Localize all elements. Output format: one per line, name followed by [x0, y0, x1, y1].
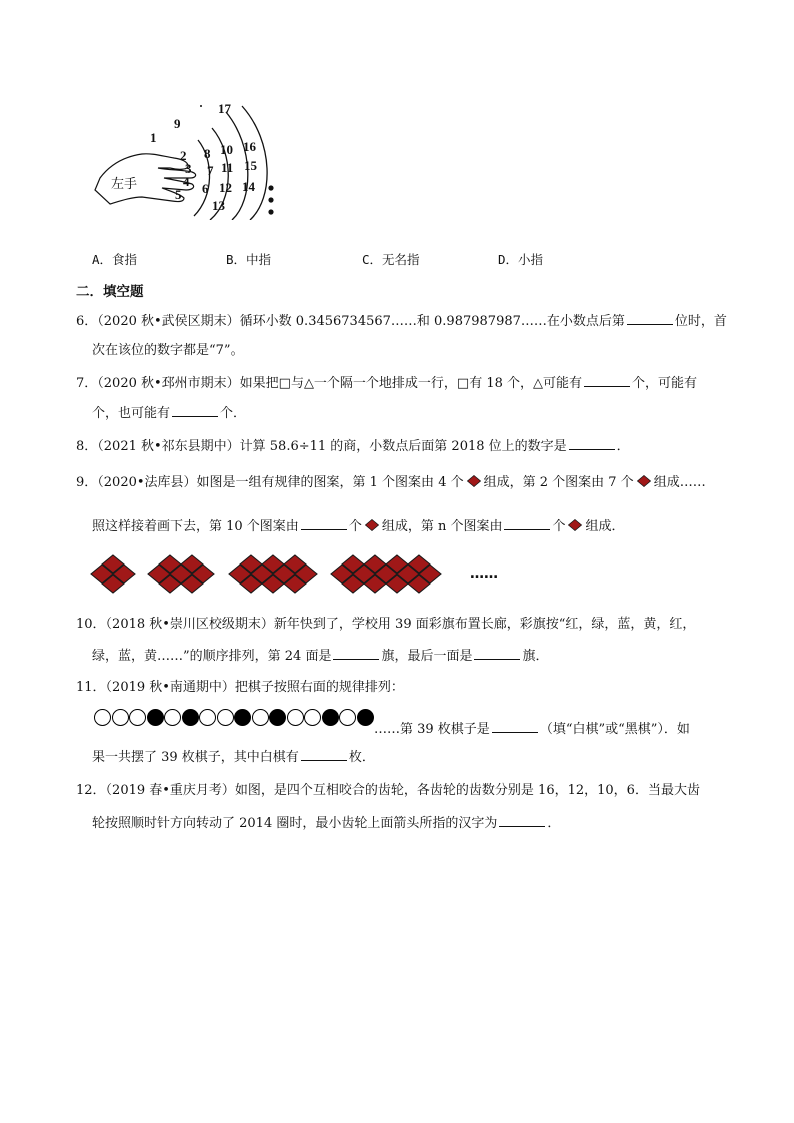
question-8	[76, 437, 630, 456]
q6-text-1: 6．（2020 秋•武侯区期末）循环小数 0.3456734567……和 0.987987987……在小数点后第	[76, 314, 625, 329]
white-stone	[217, 709, 234, 726]
q9-text-8: 组成．	[585, 519, 625, 534]
finger-number: 1	[150, 130, 157, 145]
q9-text-4: 照这样接着画下去，第 10 个图案由	[92, 519, 299, 534]
q6-answer-blank[interactable]	[627, 312, 673, 325]
pattern-2	[148, 555, 214, 593]
q10-text-2: 绿，蓝，黄……”的顺序排列，第 24 面是	[92, 649, 332, 664]
question-10-line-2	[92, 647, 548, 666]
q9-text-2: 组成，第 2 个图案由 7 个	[483, 475, 634, 490]
question-12-line-1	[76, 782, 700, 800]
section-title: 二．填空题	[76, 284, 144, 300]
q9-text-3: 组成……	[653, 475, 706, 490]
q10-text-4: 旗．	[522, 649, 549, 664]
finger-number: 17	[218, 101, 231, 116]
q9-answer-blank-1[interactable]	[301, 517, 347, 530]
q11-text-3: （填“白棋”或“黑棋”）．如	[539, 722, 690, 737]
finger-number: 3	[185, 161, 192, 176]
hand-counting-figure	[90, 98, 290, 220]
question-6-line-1	[76, 312, 727, 331]
q7-text-3: 个，也可能有	[92, 406, 171, 421]
q12-text-3: ．	[547, 816, 561, 831]
question-7-line-2	[92, 404, 246, 423]
q10-answer-blank-1[interactable]	[333, 647, 379, 660]
finger-number: 4	[183, 174, 190, 189]
q7-text-1: 7．（2020 秋•邳州市期末）如果把□与△一个隔一个地排成一行，□有 18 个，△可能有	[76, 376, 583, 391]
finger-number: 10	[220, 142, 233, 157]
continuation-dot	[268, 197, 273, 202]
question-6-line-2	[92, 342, 244, 360]
hand-label: 左手	[111, 176, 138, 191]
pattern-1	[91, 555, 135, 593]
continuation-dot	[268, 209, 273, 214]
q10-text-1: 10．（2018 秋•崇川区校级期末）新年快到了，学校用 39 面彩旗布置长廊，彩旗按“红，绿，蓝，黄，红，	[76, 617, 696, 632]
option-b: B．中指	[226, 252, 272, 267]
continuation-dot	[268, 185, 273, 190]
white-stone	[94, 709, 111, 726]
question-10-line-1	[76, 616, 695, 634]
q9-text-5: 个	[348, 519, 362, 534]
black-stone	[269, 709, 286, 726]
white-stone	[287, 709, 304, 726]
finger-number: 6	[202, 181, 209, 196]
option-d: D．小指	[498, 252, 544, 267]
black-stone	[322, 709, 339, 726]
question-11-line-3	[92, 748, 375, 767]
q9-answer-blank-2[interactable]	[504, 517, 550, 530]
q11-text-5: 枚．	[348, 750, 375, 765]
q10-text-3: 旗，最后一面是	[381, 649, 473, 664]
q7-text-4: 个．	[220, 406, 247, 421]
finger-number: 13	[212, 198, 225, 213]
q7-text-2: 个，可能有	[632, 376, 698, 391]
q7-answer-blank-2[interactable]	[172, 404, 218, 417]
continuation-dot	[200, 105, 202, 107]
q8-text-2: ．	[616, 439, 630, 454]
q8-answer-blank[interactable]	[569, 437, 615, 450]
white-stone	[339, 709, 356, 726]
diamond-icon	[365, 519, 379, 531]
black-stone	[357, 709, 374, 726]
finger-number: 14	[242, 179, 255, 194]
question-12-line-2	[92, 814, 560, 833]
question-7-line-1	[76, 374, 697, 393]
q11-answer-blank-1[interactable]	[492, 720, 538, 733]
pattern-4	[331, 555, 441, 593]
q8-text-1: 8．（2021 秋•祁东县期中）计算 58.6÷11 的商，小数点后面第 2018 位上的数字是	[76, 439, 567, 454]
white-stone	[199, 709, 216, 726]
finger-number: 12	[219, 180, 232, 195]
q12-answer-blank[interactable]	[499, 814, 545, 827]
q12-text-2: 轮按照顺时针方向转动了 2014 圈时，最小齿轮上面箭头所指的汉字为	[92, 816, 498, 831]
white-stone	[112, 709, 129, 726]
q9-text-6: 组成，第 n 个图案由	[381, 519, 503, 534]
q6-text-3: 次在该位的数字都是“7”。	[92, 343, 244, 358]
finger-number: 8	[204, 146, 211, 161]
question-9-line-1	[76, 474, 706, 492]
option-c: C．无名指	[362, 252, 420, 267]
finger-number: 15	[244, 158, 257, 173]
q9-text-1: 9．（2020•法库县）如图是一组有规律的图案，第 1 个图案由 4 个	[76, 475, 464, 490]
q11-text-2: ……第 39 枚棋子是	[374, 722, 490, 737]
q11-text-4: 果一共摆了 39 枚棋子，其中白棋有	[92, 750, 299, 765]
q10-answer-blank-2[interactable]	[474, 647, 520, 660]
q11-answer-blank-2[interactable]	[301, 748, 347, 761]
finger-number: 11	[221, 160, 234, 175]
finger-number: 7	[207, 163, 214, 178]
q9-text-7: 个	[552, 519, 566, 534]
diamond-pattern-figure	[90, 552, 510, 598]
black-stone	[182, 709, 199, 726]
pattern-ellipsis: ……	[470, 566, 498, 582]
white-stone	[252, 709, 269, 726]
white-stone	[304, 709, 321, 726]
finger-number: 5	[175, 187, 182, 202]
diamond-icon	[637, 475, 651, 487]
black-stone	[147, 709, 164, 726]
q11-text-1: 11．（2019 秋•南通期中）把棋子按照右面的规律排列：	[76, 680, 404, 695]
question-11-line-2	[374, 720, 690, 739]
q6-text-2: 位时，首	[674, 314, 727, 329]
finger-number: 16	[243, 139, 256, 154]
option-a: A．食指	[92, 252, 138, 267]
diamond-icon	[467, 475, 481, 487]
black-stone	[234, 709, 251, 726]
pattern-3	[229, 555, 317, 593]
white-stone	[164, 709, 181, 726]
finger-number: 9	[174, 116, 181, 131]
question-9-line-2	[92, 517, 625, 536]
q12-text-1: 12．（2019 春•重庆月考）如图，是四个互相咬合的齿轮，各齿轮的齿数分别是 16，12，10，6．当最大齿	[76, 783, 700, 798]
q7-answer-blank-1[interactable]	[584, 374, 630, 387]
diamond-icon	[568, 519, 582, 531]
finger-number: 2	[180, 148, 187, 163]
white-stone	[129, 709, 146, 726]
question-11-line-1	[76, 679, 404, 697]
